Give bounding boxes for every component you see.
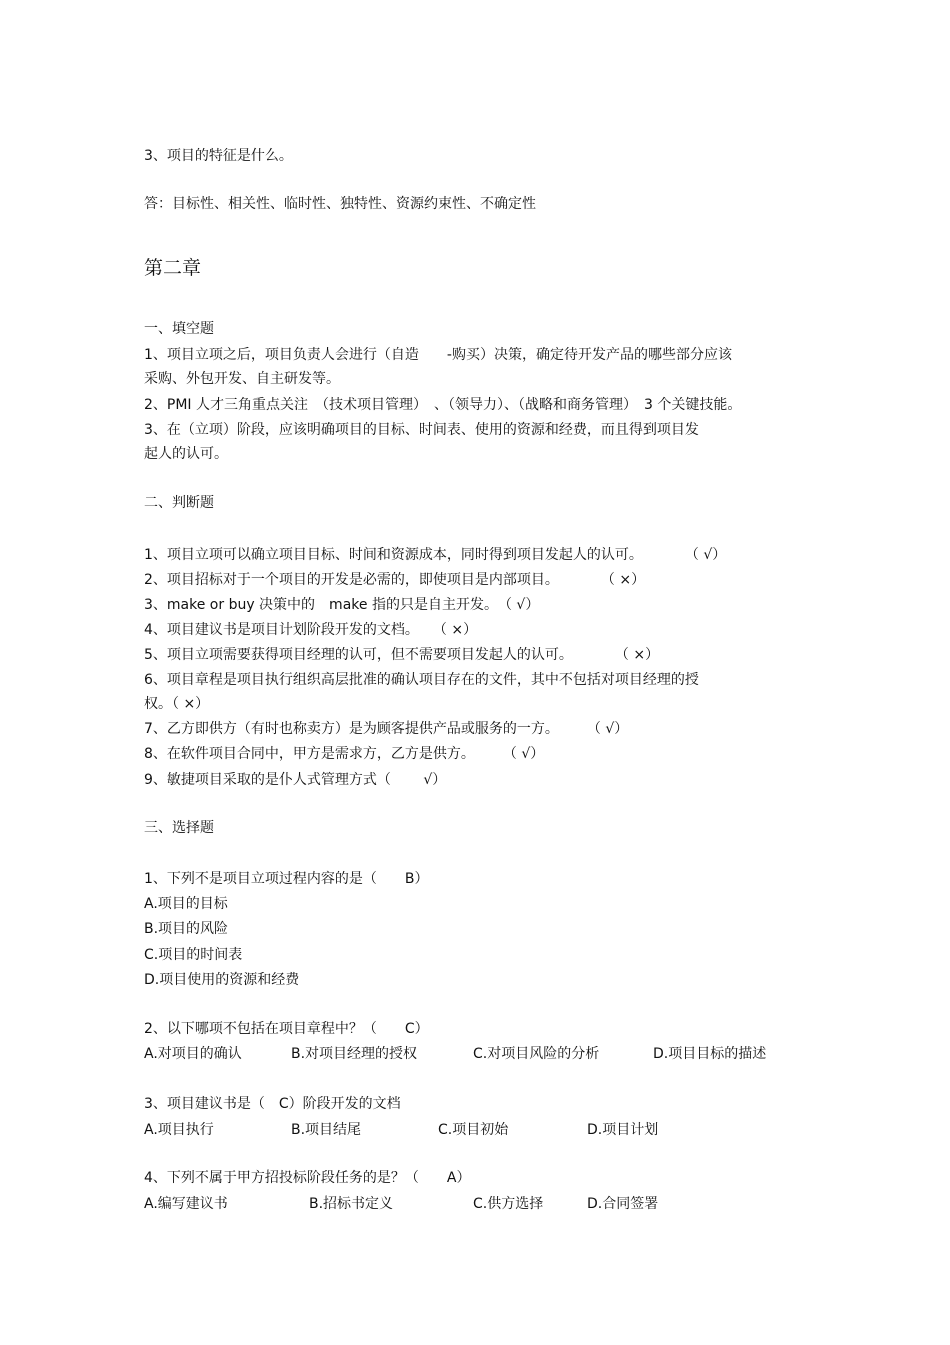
fill-blank-heading: 一、填空题 (144, 321, 214, 337)
judgement-item: 8、在软件项目合同中，甲方是需求方，乙方是供方。 （ √） (144, 746, 545, 762)
judgement-heading: 二、判断题 (144, 495, 214, 511)
choice-option: A.项目执行 (144, 1122, 214, 1138)
choice-heading: 三、选择题 (144, 820, 214, 836)
choice-q1-stem: 1、下列不是项目立项过程内容的是（ B） (144, 871, 429, 887)
choice-option: B.对项目经理的授权 (291, 1046, 418, 1062)
choice-option: C.项目的时间表 (144, 947, 243, 963)
judgement-item: 7、乙方即供方（有时也称卖方）是为顾客提供产品或服务的一方。 （ √） (144, 721, 629, 737)
judgement-item: 权。（ ×） (144, 696, 210, 712)
choice-option: D.项目目标的描述 (653, 1046, 767, 1062)
fill-blank-q1-line2: 采购、外包开发、自主研发等。 (144, 371, 340, 387)
choice-option: D.项目使用的资源和经费 (144, 972, 300, 988)
judgement-item: 5、项目立项需要获得项目经理的认可，但不需要项目发起人的认可。 （ ×） (144, 647, 660, 663)
choice-q3-stem: 3、项目建议书是（ C）阶段开发的文档 (144, 1096, 401, 1112)
choice-option: A.对项目的确认 (144, 1046, 242, 1062)
fill-blank-q1-line1: 1、项目立项之后，项目负责人会进行（自造 -购买）决策，确定待开发产品的哪些部分应该 (144, 347, 732, 363)
choice-option: C.供方选择 (473, 1196, 544, 1212)
judgement-item: 9、敏捷项目采取的是仆人式管理方式（ √） (144, 772, 447, 788)
judgement-item: 3、make or buy 决策中的 make 指的只是自主开发。 （ √） (144, 597, 540, 613)
chapter-title: 第二章 (144, 257, 202, 279)
choice-option: A.项目的目标 (144, 896, 228, 912)
choice-option: D.项目计划 (587, 1122, 659, 1138)
question-3: 3、项目的特征是什么。 (144, 148, 293, 164)
fill-blank-q3-line1: 3、在（立项）阶段，应该明确项目的目标、时间表、使用的资源和经费，而且得到项目发 (144, 422, 699, 438)
judgement-item: 2、项目招标对于一个项目的开发是必需的，即使项目是内部项目。 （ ×） (144, 572, 646, 588)
judgement-item: 1、项目立项可以确立项目目标、时间和资源成本，同时得到项目发起人的认可。 （ √） (144, 547, 727, 563)
choice-option: B.项目的风险 (144, 921, 229, 937)
judgement-item: 4、项目建议书是项目计划阶段开发的文档。 （ ×） (144, 622, 478, 638)
choice-option: C.项目初始 (438, 1122, 509, 1138)
choice-option: C.对项目风险的分析 (473, 1046, 600, 1062)
choice-option: B.项目结尾 (291, 1122, 362, 1138)
fill-blank-q3-line2: 起人的认可。 (144, 446, 228, 462)
judgement-item: 6、项目章程是项目执行组织高层批准的确认项目存在的文件，其中不包括对项目经理的授 (144, 672, 699, 688)
choice-option: B.招标书定义 (309, 1196, 394, 1212)
fill-blank-q2: 2、PMI 人才三角重点关注 （技术项目管理） 、（领导力）、（战略和商务管理） 3 个关键技能。 (144, 397, 742, 413)
choice-option: D.合同签署 (587, 1196, 659, 1212)
answer-3: 答：目标性、相关性、临时性、独特性、资源约束性、不确定性 (144, 196, 536, 212)
choice-option: A.编写建议书 (144, 1196, 228, 1212)
choice-q2-stem: 2、以下哪项不包括在项目章程中？（ C） (144, 1021, 429, 1037)
choice-q4-stem: 4、下列不属于甲方招投标阶段任务的是？（ A） (144, 1170, 471, 1186)
